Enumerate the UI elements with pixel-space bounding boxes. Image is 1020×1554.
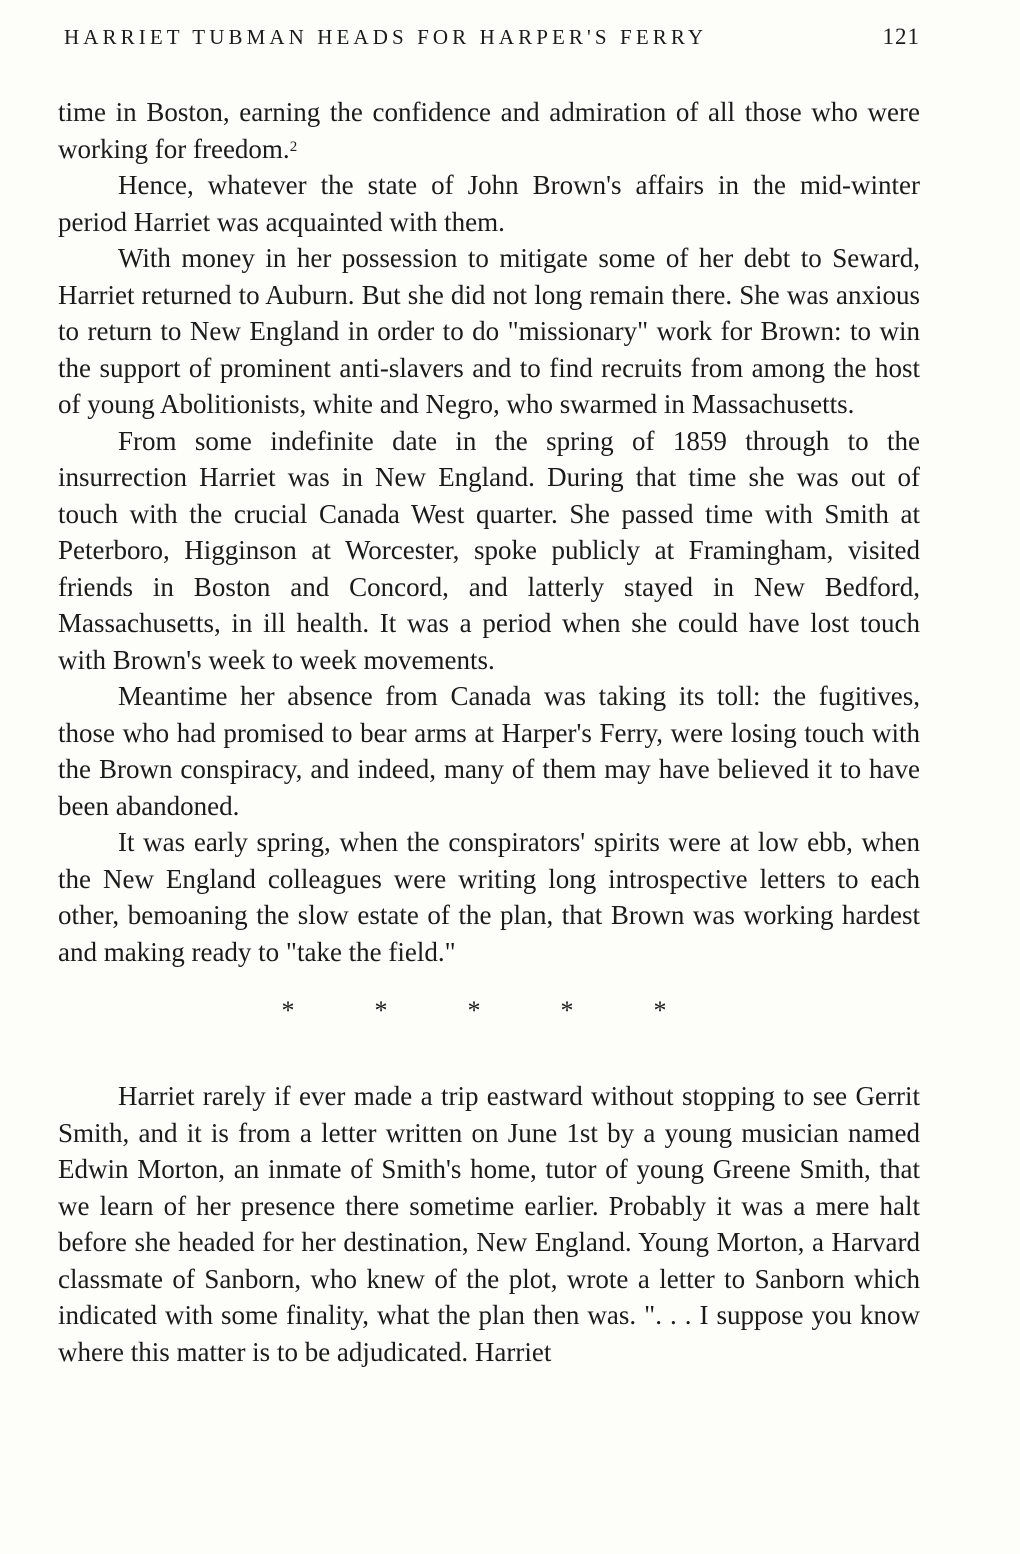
section-break-asterisk: * [374, 996, 388, 1025]
body-text [58, 94, 920, 1370]
paragraph: It was early spring, when the conspirators' spirits were at low ebb, when the New England colleagues were writing long introspective letters to each other, bemoaning the slow estate of the plan, that Brown was working hardest and making ready to "take the field." [58, 827, 920, 967]
book-page [58, 24, 920, 1370]
paragraph-text: time in Boston, earning the confidence and admiration of all those who were working for freedom. [58, 97, 920, 164]
page-number: 121 [882, 24, 920, 49]
section-break-asterisk: * [281, 996, 295, 1025]
section-break-asterisk: * [467, 996, 481, 1025]
section-break-asterisk: * [560, 996, 574, 1025]
running-head [58, 24, 920, 64]
paragraph [58, 94, 920, 167]
paragraph: With money in her possession to mitigate some of her debt to Seward, Harriet returned to Auburn. But she did not long remain there. She was anxious to return to New England in order to do "missionary" work for Brown: to win the support of prominent anti-slavers and to find recruits from among the host of young Abolitionists, white and Negro, who swarmed in Massachusetts. [58, 243, 920, 419]
paragraph: Harriet rarely if ever made a trip eastward without stopping to see Gerrit Smith, and it is from a letter written on June 1st by a young musician named Edwin Morton, an inmate of Smith's home, tutor of young Greene Smith, that we learn of her presence there sometime earlier. Probably it was a mere halt before she headed for her destination, New England. Young Morton, a Harvard classmate of Sanborn, who knew of the plot, wrote a letter to Sanborn which indicated with some finality, what the plan then was. ". . . I suppose you know where this matter is to be adjudicated. Harriet [58, 1081, 920, 1367]
section-break [58, 996, 920, 1032]
paragraph: Meantime her absence from Canada was taking its toll: the fugitives, those who had promised to bear arms at Harper's Ferry, were losing touch with the Brown conspiracy, and indeed, many of them may have believed it to have been abandoned. [58, 681, 920, 821]
paragraph: Hence, whatever the state of John Brown's affairs in the mid-winter period Harriet was acquainted with them. [58, 170, 920, 237]
paragraph: From some indefinite date in the spring of 1859 through to the insurrection Harriet was in New England. During that time she was out of touch with the crucial Canada West quarter. She passed time with Smith at Peterboro, Higginson at Worcester, spoke publicly at Framingham, visited friends in Boston and Concord, and latterly stayed in New Bedford, Massachusetts, in ill health. It was a period when she could have lost touch with Brown's week to week movements. [58, 425, 920, 675]
running-head-title: HARRIET TUBMAN HEADS FOR HARPER'S FERRY [64, 25, 708, 49]
section-break-asterisk: * [653, 996, 667, 1025]
footnote-reference: 2 [289, 138, 298, 155]
